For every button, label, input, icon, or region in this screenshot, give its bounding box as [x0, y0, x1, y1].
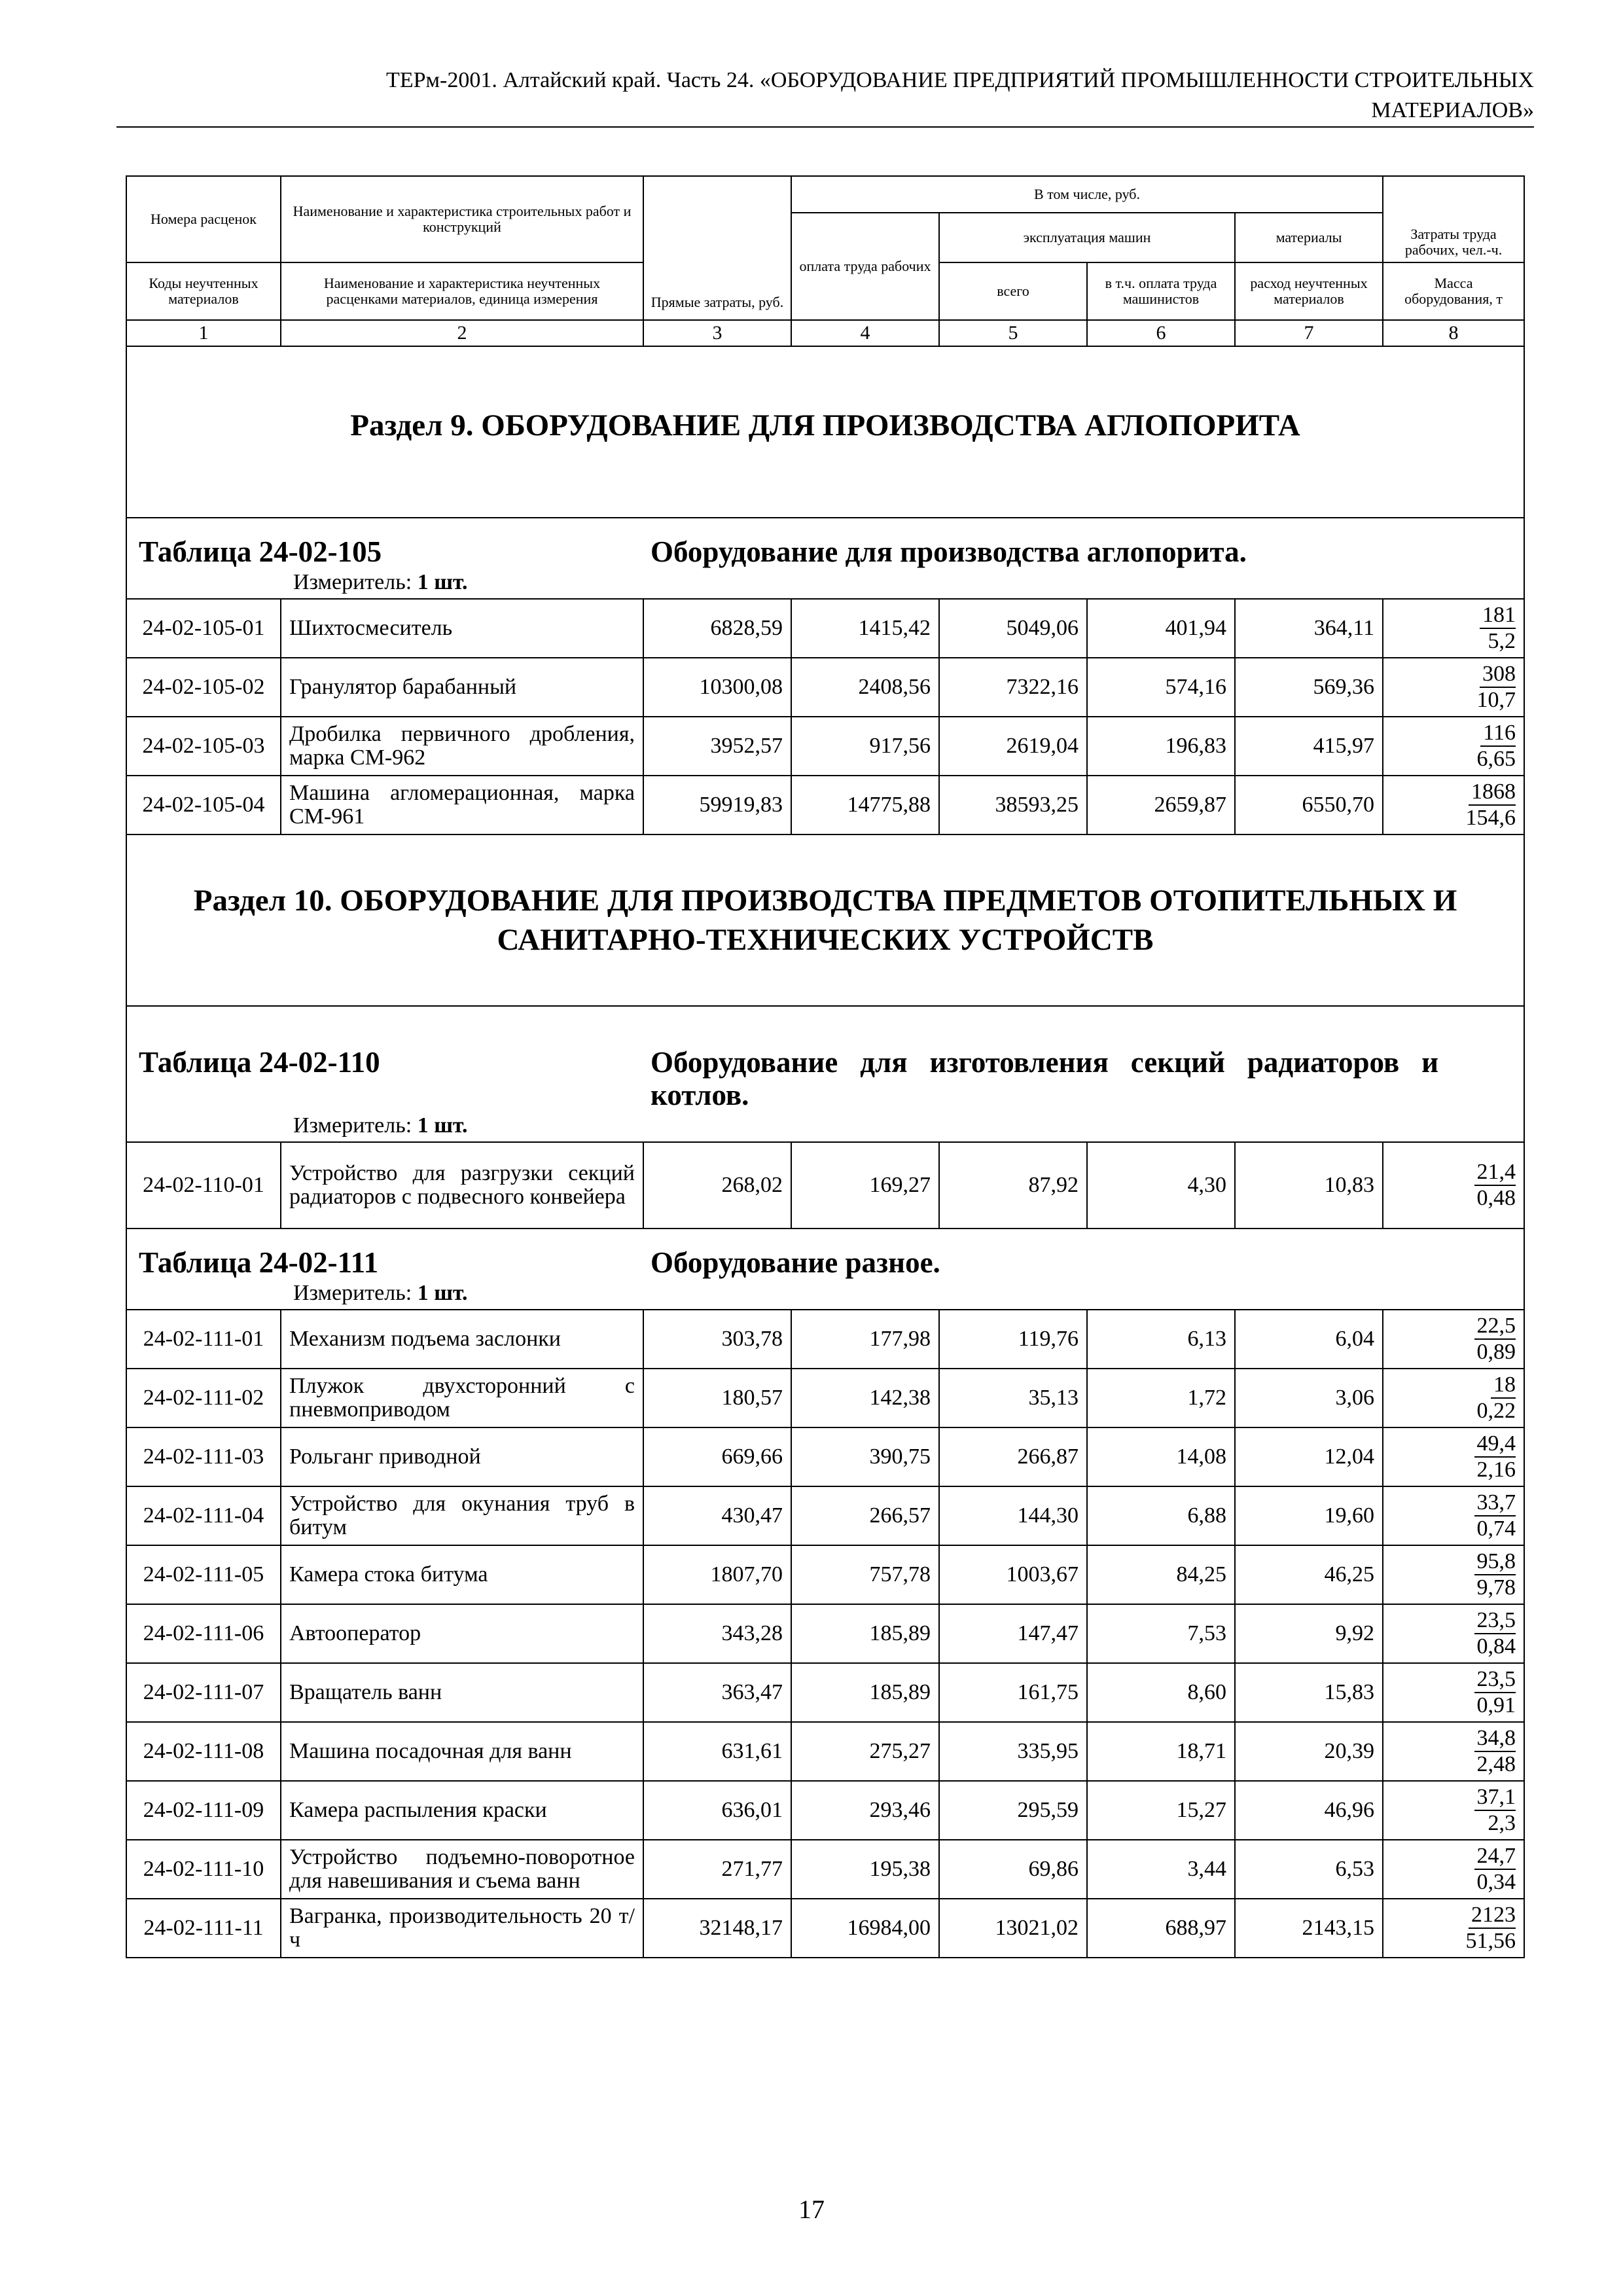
labor-mass-fraction — [1383, 1604, 1524, 1663]
rate-code: 24-02-111-02 — [126, 1369, 281, 1427]
machines-total: 7322,16 — [939, 658, 1087, 717]
direct-cost: 268,02 — [643, 1142, 791, 1229]
equipment-mass: 10,7 — [1476, 688, 1516, 712]
labor-mass-fraction — [1383, 717, 1524, 776]
table-name: Оборудование разное. — [651, 1246, 940, 1279]
column-number: 7 — [1235, 320, 1383, 346]
machines-operators: 18,71 — [1087, 1722, 1235, 1781]
header-labor-pay: оплата труда рабочих — [791, 213, 939, 320]
machines-operators: 84,25 — [1087, 1545, 1235, 1604]
section-title: Раздел 9. ОБОРУДОВАНИЕ ДЛЯ ПРОИЗВОДСТВА АГЛОПОРИТА — [126, 346, 1524, 518]
equipment-mass: 0,89 — [1476, 1340, 1516, 1364]
machines-total: 35,13 — [939, 1369, 1087, 1427]
item-name: Автооператор — [281, 1604, 643, 1663]
page-number: 17 — [798, 2195, 825, 2224]
labor-mass-fraction — [1383, 1722, 1524, 1781]
machines-operators: 196,83 — [1087, 717, 1235, 776]
materials-cost: 19,60 — [1235, 1486, 1383, 1545]
labor-pay: 390,75 — [791, 1427, 939, 1486]
labor-hours: 22,5 — [1474, 1314, 1516, 1340]
labor-mass-fraction — [1383, 1663, 1524, 1722]
column-number: 3 — [643, 320, 791, 346]
item-name: Устройство для окунания труб в битум — [281, 1486, 643, 1545]
labor-pay: 293,46 — [791, 1781, 939, 1840]
labor-pay: 177,98 — [791, 1310, 939, 1369]
price-table — [126, 175, 1525, 1958]
direct-cost: 10300,08 — [643, 658, 791, 717]
table-row — [126, 1899, 1524, 1958]
equipment-mass: 2,48 — [1476, 1752, 1516, 1776]
item-name: Камера стока битума — [281, 1545, 643, 1604]
rate-code: 24-02-111-04 — [126, 1486, 281, 1545]
materials-cost: 10,83 — [1235, 1142, 1383, 1229]
machines-operators: 401,94 — [1087, 599, 1235, 658]
materials-cost: 3,06 — [1235, 1369, 1383, 1427]
item-name: Шихтосмеситель — [281, 599, 643, 658]
column-number: 2 — [281, 320, 643, 346]
section-title-line2: САНИТАРНО-ТЕХНИЧЕСКИХ УСТРОЙСТВ — [497, 923, 1154, 957]
direct-cost: 180,57 — [643, 1369, 791, 1427]
machines-operators: 8,60 — [1087, 1663, 1235, 1722]
equipment-mass: 5,2 — [1488, 629, 1516, 653]
direct-cost: 303,78 — [643, 1310, 791, 1369]
labor-mass-fraction — [1383, 1899, 1524, 1958]
machines-operators: 6,13 — [1087, 1310, 1235, 1369]
machines-operators: 2659,87 — [1087, 776, 1235, 834]
table-code: Таблица 24-02-110 — [139, 1046, 380, 1079]
machines-total: 119,76 — [939, 1310, 1087, 1369]
header-machines-total: всего — [939, 262, 1087, 320]
unit-line — [127, 1279, 1524, 1309]
direct-cost: 32148,17 — [643, 1899, 791, 1958]
labor-pay: 275,27 — [791, 1722, 939, 1781]
direct-cost: 343,28 — [643, 1604, 791, 1663]
direct-cost: 6828,59 — [643, 599, 791, 658]
labor-mass-fraction — [1383, 1486, 1524, 1545]
section-title — [126, 834, 1524, 1006]
labor-hours: 1868 — [1469, 780, 1516, 806]
unit-label: Измеритель: — [293, 1281, 412, 1305]
rate-code: 24-02-111-03 — [126, 1427, 281, 1486]
section-10 — [126, 834, 1524, 1142]
labor-hours: 37,1 — [1474, 1785, 1516, 1811]
labor-pay: 169,27 — [791, 1142, 939, 1229]
table-row — [126, 1781, 1524, 1840]
running-header — [116, 65, 1534, 126]
equipment-mass: 0,48 — [1476, 1186, 1516, 1210]
machines-operators: 574,16 — [1087, 658, 1235, 717]
item-name: Вращатель ванн — [281, 1663, 643, 1722]
table-24-02-110-body — [126, 1142, 1524, 1229]
table-row — [126, 1604, 1524, 1663]
machines-total: 38593,25 — [939, 776, 1087, 834]
machines-total: 13021,02 — [939, 1899, 1087, 1958]
item-name: Устройство для разгрузки секций радиаторов с подвесного конвейера — [281, 1142, 643, 1229]
labor-hours: 23,5 — [1474, 1608, 1516, 1634]
column-number: 6 — [1087, 320, 1235, 346]
table-row — [126, 1663, 1524, 1722]
machines-total: 5049,06 — [939, 599, 1087, 658]
machines-total: 335,95 — [939, 1722, 1087, 1781]
machines-total: 87,92 — [939, 1142, 1087, 1229]
labor-mass-fraction — [1383, 776, 1524, 834]
column-number: 5 — [939, 320, 1087, 346]
header-codes-alt: Коды неучтенных материалов — [126, 262, 281, 320]
header-including: В том числе, руб. — [791, 176, 1383, 213]
header-rule — [116, 126, 1534, 128]
materials-cost: 6,53 — [1235, 1840, 1383, 1899]
labor-pay: 195,38 — [791, 1840, 939, 1899]
section-9 — [126, 346, 1524, 599]
rate-code: 24-02-111-06 — [126, 1604, 281, 1663]
materials-cost: 6550,70 — [1235, 776, 1383, 834]
header-name-alt: Наименование и характеристика неучтенных расценками материалов, единица измерения — [281, 262, 643, 320]
header-machines: эксплуатация машин — [939, 213, 1235, 262]
rate-code: 24-02-110-01 — [126, 1142, 281, 1229]
item-name: Дробилка первичного дробления, марка СМ-962 — [281, 717, 643, 776]
table-row — [126, 1369, 1524, 1427]
labor-mass-fraction — [1383, 599, 1524, 658]
labor-hours: 24,7 — [1474, 1844, 1516, 1870]
machines-total: 266,87 — [939, 1427, 1087, 1486]
direct-cost: 3952,57 — [643, 717, 791, 776]
rate-code: 24-02-111-10 — [126, 1840, 281, 1899]
labor-pay: 757,78 — [791, 1545, 939, 1604]
table-24-02-111-head — [126, 1229, 1524, 1310]
direct-cost: 669,66 — [643, 1427, 791, 1486]
equipment-mass: 0,74 — [1476, 1516, 1516, 1541]
direct-cost: 430,47 — [643, 1486, 791, 1545]
labor-mass-fraction — [1383, 1781, 1524, 1840]
item-name: Плужок двухсторонний с пневмоприводом — [281, 1369, 643, 1427]
materials-cost: 15,83 — [1235, 1663, 1383, 1722]
header-mass: Масса оборудования, т — [1383, 262, 1524, 320]
machines-total: 2619,04 — [939, 717, 1087, 776]
labor-hours: 116 — [1480, 721, 1516, 747]
item-name: Машина агломерационная, марка СМ-961 — [281, 776, 643, 834]
machines-total: 69,86 — [939, 1840, 1087, 1899]
running-header-line1: ТЕРм-2001. Алтайский край. Часть 24. «ОБОРУДОВАНИЕ ПРЕДПРИЯТИЙ ПРОМЫШЛЕННОСТИ СТРОИТЕЛЬНЫХ — [386, 68, 1534, 92]
labor-hours: 308 — [1480, 662, 1516, 688]
labor-hours: 23,5 — [1474, 1667, 1516, 1693]
direct-cost: 271,77 — [643, 1840, 791, 1899]
labor-mass-fraction — [1383, 1840, 1524, 1899]
table-row — [126, 1545, 1524, 1604]
equipment-mass: 6,65 — [1476, 747, 1516, 771]
labor-pay: 185,89 — [791, 1663, 939, 1722]
machines-operators: 4,30 — [1087, 1142, 1235, 1229]
header-materials-alt: расход неучтенных материалов — [1235, 262, 1383, 320]
equipment-mass: 0,84 — [1476, 1634, 1516, 1659]
table-name: Оборудование для производства аглопорита. — [651, 535, 1247, 568]
machines-operators: 6,88 — [1087, 1486, 1235, 1545]
unit-value: 1 шт. — [417, 1281, 468, 1305]
labor-pay: 14775,88 — [791, 776, 939, 834]
labor-hours: 33,7 — [1474, 1490, 1516, 1516]
table-row — [126, 776, 1524, 834]
materials-cost: 46,25 — [1235, 1545, 1383, 1604]
table-row — [126, 1722, 1524, 1781]
materials-cost: 569,36 — [1235, 658, 1383, 717]
table-header — [126, 176, 1524, 346]
rate-code: 24-02-111-01 — [126, 1310, 281, 1369]
item-name: Вагранка, производительность 20 т/ч — [281, 1899, 643, 1958]
table-code: Таблица 24-02-111 — [139, 1246, 379, 1279]
unit-value: 1 шт. — [417, 1113, 468, 1138]
machines-operators: 688,97 — [1087, 1899, 1235, 1958]
item-name: Камера распыления краски — [281, 1781, 643, 1840]
labor-hours: 18 — [1491, 1372, 1516, 1399]
item-name: Машина посадочная для ванн — [281, 1722, 643, 1781]
table-row — [126, 1142, 1524, 1229]
labor-mass-fraction — [1383, 1545, 1524, 1604]
unit-line — [127, 1111, 1524, 1141]
labor-hours: 21,4 — [1474, 1160, 1516, 1186]
column-number: 4 — [791, 320, 939, 346]
section-title-line1: Раздел 10. ОБОРУДОВАНИЕ ДЛЯ ПРОИЗВОДСТВА ПРЕДМЕТОВ ОТОПИТЕЛЬНЫХ И — [193, 884, 1457, 918]
materials-cost: 9,92 — [1235, 1604, 1383, 1663]
direct-cost: 363,47 — [643, 1663, 791, 1722]
rate-code: 24-02-111-07 — [126, 1663, 281, 1722]
table-24-02-111-body — [126, 1310, 1524, 1958]
header-labor-costs: Затраты труда рабочих, чел.-ч. — [1383, 176, 1524, 262]
labor-mass-fraction — [1383, 658, 1524, 717]
rate-code: 24-02-111-11 — [126, 1899, 281, 1958]
header-machines-operators: в т.ч. оплата труда машинистов — [1087, 262, 1235, 320]
machines-total: 1003,67 — [939, 1545, 1087, 1604]
rate-code: 24-02-105-04 — [126, 776, 281, 834]
header-codes: Номера расценок — [126, 176, 281, 262]
materials-cost: 12,04 — [1235, 1427, 1383, 1486]
equipment-mass: 51,56 — [1465, 1929, 1516, 1953]
machines-operators: 14,08 — [1087, 1427, 1235, 1486]
table-name: Оборудование для изготовления секций радиаторов и котлов. — [651, 1046, 1439, 1111]
direct-cost: 631,61 — [643, 1722, 791, 1781]
equipment-mass: 0,22 — [1476, 1399, 1516, 1423]
equipment-mass: 154,6 — [1465, 806, 1516, 830]
equipment-mass: 9,78 — [1476, 1575, 1516, 1600]
running-header-line2: МАТЕРИАЛОВ» — [1371, 98, 1534, 122]
table-row — [126, 1310, 1524, 1369]
item-name: Рольганг приводной — [281, 1427, 643, 1486]
machines-total: 161,75 — [939, 1663, 1087, 1722]
rate-code: 24-02-105-03 — [126, 717, 281, 776]
direct-cost: 1807,70 — [643, 1545, 791, 1604]
labor-mass-fraction — [1383, 1369, 1524, 1427]
equipment-mass: 2,16 — [1476, 1458, 1516, 1482]
machines-operators: 7,53 — [1087, 1604, 1235, 1663]
table-code: Таблица 24-02-105 — [139, 535, 382, 568]
header-name: Наименование и характеристика строительных работ и конструкций — [281, 176, 643, 262]
rate-code: 24-02-111-05 — [126, 1545, 281, 1604]
item-name: Гранулятор барабанный — [281, 658, 643, 717]
table-row — [126, 1427, 1524, 1486]
materials-cost: 415,97 — [1235, 717, 1383, 776]
machines-operators: 1,72 — [1087, 1369, 1235, 1427]
equipment-mass: 0,34 — [1476, 1870, 1516, 1894]
header-materials: материалы — [1235, 213, 1383, 262]
unit-line — [127, 568, 1524, 598]
unit-label: Измеритель: — [293, 570, 412, 594]
labor-pay: 1415,42 — [791, 599, 939, 658]
equipment-mass: 0,91 — [1476, 1693, 1516, 1717]
materials-cost: 6,04 — [1235, 1310, 1383, 1369]
column-number: 8 — [1383, 320, 1524, 346]
item-name: Устройство подъемно-поворотное для навешивания и съема ванн — [281, 1840, 643, 1899]
table-24-02-105-body — [126, 599, 1524, 834]
table-row — [126, 1840, 1524, 1899]
rate-code: 24-02-111-08 — [126, 1722, 281, 1781]
labor-pay: 917,56 — [791, 717, 939, 776]
rate-code: 24-02-105-01 — [126, 599, 281, 658]
unit-value: 1 шт. — [417, 570, 468, 594]
labor-pay: 142,38 — [791, 1369, 939, 1427]
machines-operators: 3,44 — [1087, 1840, 1235, 1899]
direct-cost: 59919,83 — [643, 776, 791, 834]
rate-code: 24-02-111-09 — [126, 1781, 281, 1840]
machines-total: 147,47 — [939, 1604, 1087, 1663]
materials-cost: 364,11 — [1235, 599, 1383, 658]
header-direct-costs: Прямые затраты, руб. — [643, 176, 791, 320]
table-row — [126, 717, 1524, 776]
table-row — [126, 599, 1524, 658]
labor-pay: 16984,00 — [791, 1899, 939, 1958]
rate-code: 24-02-105-02 — [126, 658, 281, 717]
table-row — [126, 1486, 1524, 1545]
labor-pay: 2408,56 — [791, 658, 939, 717]
machines-operators: 15,27 — [1087, 1781, 1235, 1840]
labor-pay: 266,57 — [791, 1486, 939, 1545]
labor-hours: 2123 — [1469, 1903, 1516, 1929]
equipment-mass: 2,3 — [1488, 1811, 1516, 1835]
table-title — [127, 518, 1524, 568]
labor-pay: 185,89 — [791, 1604, 939, 1663]
table-title — [127, 1007, 1524, 1111]
table-row — [126, 658, 1524, 717]
table-title — [127, 1229, 1524, 1279]
machines-total: 295,59 — [939, 1781, 1087, 1840]
machines-total: 144,30 — [939, 1486, 1087, 1545]
materials-cost: 46,96 — [1235, 1781, 1383, 1840]
labor-hours: 34,8 — [1474, 1726, 1516, 1752]
labor-mass-fraction — [1383, 1427, 1524, 1486]
labor-hours: 49,4 — [1474, 1431, 1516, 1458]
materials-cost: 2143,15 — [1235, 1899, 1383, 1958]
labor-hours: 95,8 — [1474, 1549, 1516, 1575]
labor-mass-fraction — [1383, 1142, 1524, 1229]
labor-mass-fraction — [1383, 1310, 1524, 1369]
item-name: Механизм подъема заслонки — [281, 1310, 643, 1369]
column-number: 1 — [126, 320, 281, 346]
labor-hours: 181 — [1480, 603, 1516, 629]
direct-cost: 636,01 — [643, 1781, 791, 1840]
materials-cost: 20,39 — [1235, 1722, 1383, 1781]
unit-label: Измеритель: — [293, 1113, 412, 1138]
